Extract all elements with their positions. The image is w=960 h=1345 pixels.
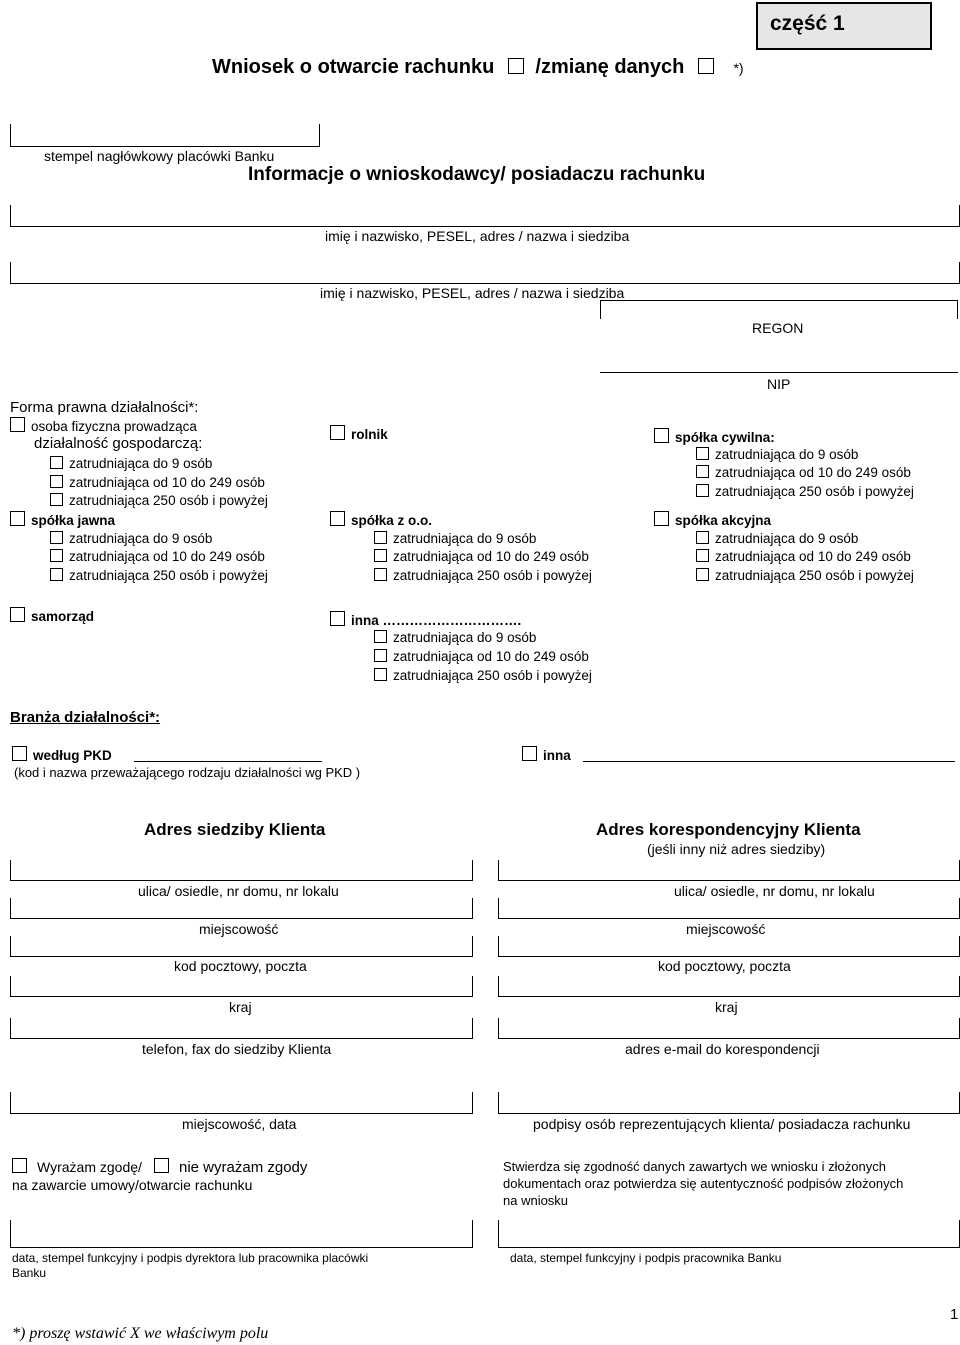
label: zatrudniająca od 10 do 249 osób bbox=[69, 549, 265, 564]
other-size-large[interactable] bbox=[374, 668, 592, 683]
checkbox[interactable] bbox=[50, 531, 63, 544]
hq-street-field[interactable] bbox=[10, 860, 473, 881]
joint-stock-checkbox[interactable] bbox=[654, 511, 669, 526]
corr-address-subtitle: (jeśli inny niż adres siedziby) bbox=[647, 841, 826, 857]
checkbox[interactable] bbox=[374, 630, 387, 643]
checkbox[interactable] bbox=[696, 465, 709, 478]
label: zatrudniająca do 9 osób bbox=[715, 447, 859, 462]
change-data-checkbox[interactable] bbox=[698, 58, 714, 74]
hq-country-label: kraj bbox=[229, 999, 252, 1015]
director-signature-field[interactable] bbox=[10, 1220, 473, 1248]
hq-country-field[interactable] bbox=[10, 976, 473, 997]
general-partnership-size-large[interactable] bbox=[50, 568, 268, 583]
label: zatrudniająca do 9 osób bbox=[393, 531, 537, 546]
other-industry-option[interactable] bbox=[522, 746, 571, 763]
checkbox[interactable] bbox=[696, 568, 709, 581]
checkbox[interactable] bbox=[374, 531, 387, 544]
place-date-label: miejscowość, data bbox=[182, 1116, 297, 1132]
civil-partnership-option[interactable] bbox=[654, 428, 775, 445]
sole-trader-size-small[interactable] bbox=[50, 456, 212, 471]
label: zatrudniająca od 10 do 249 osób bbox=[69, 475, 265, 490]
checkbox[interactable] bbox=[50, 493, 63, 506]
civil-partnership-checkbox[interactable] bbox=[654, 428, 669, 443]
other-industry-checkbox[interactable] bbox=[522, 746, 537, 761]
label: zatrudniająca do 9 osób bbox=[393, 630, 537, 645]
consent-checkbox[interactable] bbox=[12, 1158, 27, 1173]
signers-field[interactable] bbox=[498, 1092, 960, 1114]
llc-size-large[interactable] bbox=[374, 568, 592, 583]
label: zatrudniająca do 9 osób bbox=[715, 531, 859, 546]
other-industry-input-line[interactable] bbox=[583, 761, 955, 762]
section-title: Informacje o wnioskodawcy/ posiadaczu rachunku bbox=[248, 164, 706, 185]
sole-trader-label-2: działalność gospodarczą: bbox=[34, 435, 203, 452]
nip-label: NIP bbox=[767, 376, 791, 392]
title-note: *) bbox=[733, 60, 744, 76]
checkbox[interactable] bbox=[696, 531, 709, 544]
form-title bbox=[212, 56, 744, 79]
checkbox[interactable] bbox=[50, 456, 63, 469]
general-partnership-option[interactable] bbox=[10, 511, 115, 528]
general-partnership-size-small[interactable] bbox=[50, 531, 212, 546]
civil-size-small[interactable] bbox=[696, 447, 858, 462]
corr-email-field[interactable] bbox=[498, 1018, 960, 1039]
employee-signature-field[interactable] bbox=[498, 1220, 960, 1248]
hq-street-label: ulica/ osiedle, nr domu, nr lokalu bbox=[138, 883, 339, 899]
sole-trader-size-medium[interactable] bbox=[50, 475, 265, 490]
applicant-field-1[interactable] bbox=[10, 205, 960, 227]
part-label: część 1 bbox=[770, 12, 845, 35]
civil-size-medium[interactable] bbox=[696, 465, 911, 480]
label: inna …………………………. bbox=[351, 613, 522, 628]
applicant-field-2[interactable] bbox=[10, 262, 960, 284]
page-number: 1 bbox=[950, 1306, 959, 1323]
regon-label: REGON bbox=[752, 320, 804, 336]
director-label-2: Banku bbox=[12, 1266, 47, 1280]
corr-city-field[interactable] bbox=[498, 898, 960, 919]
label: inna bbox=[543, 748, 571, 763]
checkbox[interactable] bbox=[374, 649, 387, 662]
applicant-label-1: imię i nazwisko, PESEL, adres / nazwa i siedziba bbox=[325, 228, 630, 244]
label: zatrudniająca 250 osób i powyżej bbox=[69, 493, 268, 508]
joint-stock-size-medium[interactable] bbox=[696, 549, 911, 564]
confirm-line-1: Stwierdza się zgodność danych zawartych we wniosku i złożonych bbox=[503, 1159, 886, 1174]
open-account-checkbox[interactable] bbox=[508, 58, 524, 74]
pkd-checkbox[interactable] bbox=[12, 746, 27, 761]
corr-postal-label: kod pocztowy, poczta bbox=[658, 958, 791, 974]
consent-option[interactable] bbox=[12, 1158, 142, 1175]
llc-checkbox[interactable] bbox=[330, 511, 345, 526]
other-size-small[interactable] bbox=[374, 630, 536, 645]
stamp-field[interactable] bbox=[10, 124, 320, 147]
hq-phone-field[interactable] bbox=[10, 1018, 473, 1039]
signers-label: podpisy osób reprezentujących klienta/ posiadacza rachunku bbox=[533, 1116, 911, 1132]
label: zatrudniająca od 10 do 249 osób bbox=[393, 549, 589, 564]
regon-field[interactable] bbox=[600, 300, 958, 319]
consent-note: na zawarcie umowy/otwarcie rachunku bbox=[12, 1177, 253, 1193]
corr-address-title: Adres korespondencyjny Klienta bbox=[596, 820, 861, 839]
label: zatrudniająca do 9 osób bbox=[69, 531, 213, 546]
title-open-account: Wniosek o otwarcie rachunku bbox=[212, 56, 495, 78]
llc-size-medium[interactable] bbox=[374, 549, 589, 564]
general-partnership-size-medium[interactable] bbox=[50, 549, 265, 564]
civil-size-large[interactable] bbox=[696, 484, 914, 499]
employee-label: data, stempel funkcyjny i podpis pracownika Banku bbox=[510, 1251, 782, 1265]
hq-phone-label: telefon, fax do siedziby Klienta bbox=[142, 1041, 332, 1057]
hq-postal-field[interactable] bbox=[10, 936, 473, 957]
checkbox[interactable] bbox=[374, 568, 387, 581]
corr-country-label: kraj bbox=[715, 999, 738, 1015]
no-consent-option[interactable] bbox=[154, 1158, 307, 1176]
nip-field[interactable] bbox=[600, 372, 958, 373]
checkbox[interactable] bbox=[374, 549, 387, 562]
label: zatrudniająca 250 osób i powyżej bbox=[715, 484, 914, 499]
sole-trader-size-large[interactable] bbox=[50, 493, 268, 508]
legal-form-heading: Forma prawna działalności*: bbox=[10, 399, 199, 416]
label: spółka cywilna: bbox=[675, 430, 775, 445]
joint-stock-size-small[interactable] bbox=[696, 531, 858, 546]
llc-size-small[interactable] bbox=[374, 531, 536, 546]
local-gov-checkbox[interactable] bbox=[10, 607, 25, 622]
checkbox[interactable] bbox=[696, 447, 709, 460]
farmer-option[interactable] bbox=[330, 425, 388, 442]
confirm-line-3: na wniosku bbox=[503, 1193, 569, 1208]
checkbox[interactable] bbox=[696, 549, 709, 562]
director-label-1: data, stempel funkcyjny i podpis dyrektora lub pracownika placówki bbox=[12, 1251, 369, 1265]
other-size-medium[interactable] bbox=[374, 649, 589, 664]
pkd-note: (kod i nazwa przeważającego rodzaju działalności wg PKD ) bbox=[14, 765, 361, 780]
sole-trader-label: osoba fizyczna prowadząca bbox=[31, 419, 197, 434]
title-change-data: /zmianę danych bbox=[535, 56, 685, 78]
corr-city-label: miejscowość bbox=[686, 921, 766, 937]
sole-trader-option[interactable] bbox=[10, 417, 197, 434]
label: zatrudniająca 250 osób i powyżej bbox=[69, 568, 268, 583]
label: spółka jawna bbox=[31, 513, 116, 528]
place-date-field[interactable] bbox=[10, 1092, 473, 1114]
corr-country-field[interactable] bbox=[498, 976, 960, 997]
other-form-checkbox[interactable] bbox=[330, 611, 345, 626]
label: zatrudniająca do 9 osób bbox=[69, 456, 213, 471]
footer-note: *) proszę wstawić X we właściwym polu bbox=[12, 1325, 269, 1342]
general-partnership-checkbox[interactable] bbox=[10, 511, 25, 526]
label: zatrudniająca od 10 do 249 osób bbox=[715, 549, 911, 564]
checkbox[interactable] bbox=[50, 568, 63, 581]
label: Wyrażam zgodę/ bbox=[37, 1159, 142, 1175]
hq-postal-label: kod pocztowy, poczta bbox=[174, 958, 307, 974]
corr-email-label: adres e-mail do korespondencji bbox=[625, 1041, 820, 1057]
other-form-option[interactable] bbox=[330, 611, 521, 628]
corr-street-label: ulica/ osiedle, nr domu, nr lokalu bbox=[674, 883, 875, 899]
corr-street-field[interactable] bbox=[498, 860, 960, 881]
label: zatrudniająca 250 osób i powyżej bbox=[393, 568, 592, 583]
corr-postal-field[interactable] bbox=[498, 936, 960, 957]
joint-stock-option[interactable] bbox=[654, 511, 771, 528]
label: według PKD bbox=[33, 748, 112, 763]
label: zatrudniająca 250 osób i powyżej bbox=[393, 668, 592, 683]
applicant-label-2: imię i nazwisko, PESEL, adres / nazwa i siedziba bbox=[320, 285, 625, 301]
pkd-option[interactable] bbox=[12, 746, 112, 763]
checkbox[interactable] bbox=[50, 475, 63, 488]
llc-option[interactable] bbox=[330, 511, 432, 528]
hq-city-label: miejscowość bbox=[199, 921, 279, 937]
local-gov-option[interactable] bbox=[10, 607, 94, 624]
label: spółka akcyjna bbox=[675, 513, 772, 528]
checkbox[interactable] bbox=[696, 484, 709, 497]
label: zatrudniająca od 10 do 249 osób bbox=[393, 649, 589, 664]
farmer-checkbox[interactable] bbox=[330, 425, 345, 440]
joint-stock-size-large[interactable] bbox=[696, 568, 914, 583]
pkd-input-line[interactable] bbox=[134, 761, 322, 762]
label: nie wyrażam zgody bbox=[179, 1159, 308, 1176]
checkbox[interactable] bbox=[50, 549, 63, 562]
no-consent-checkbox[interactable] bbox=[154, 1158, 169, 1173]
label: samorząd bbox=[31, 609, 95, 624]
sole-trader-checkbox[interactable] bbox=[10, 417, 25, 432]
hq-address-title: Adres siedziby Klienta bbox=[144, 820, 326, 839]
label: rolnik bbox=[351, 427, 388, 442]
hq-city-field[interactable] bbox=[10, 898, 473, 919]
checkbox[interactable] bbox=[374, 668, 387, 681]
confirm-line-2: dokumentach oraz potwierdza się autentyczność podpisów złożonych bbox=[503, 1176, 904, 1191]
stamp-label: stempel nagłówkowy placówki Banku bbox=[44, 148, 275, 164]
label: zatrudniająca 250 osób i powyżej bbox=[715, 568, 914, 583]
industry-heading: Branża działalności*: bbox=[10, 709, 161, 726]
label: zatrudniająca od 10 do 249 osób bbox=[715, 465, 911, 480]
label: spółka z o.o. bbox=[351, 513, 433, 528]
